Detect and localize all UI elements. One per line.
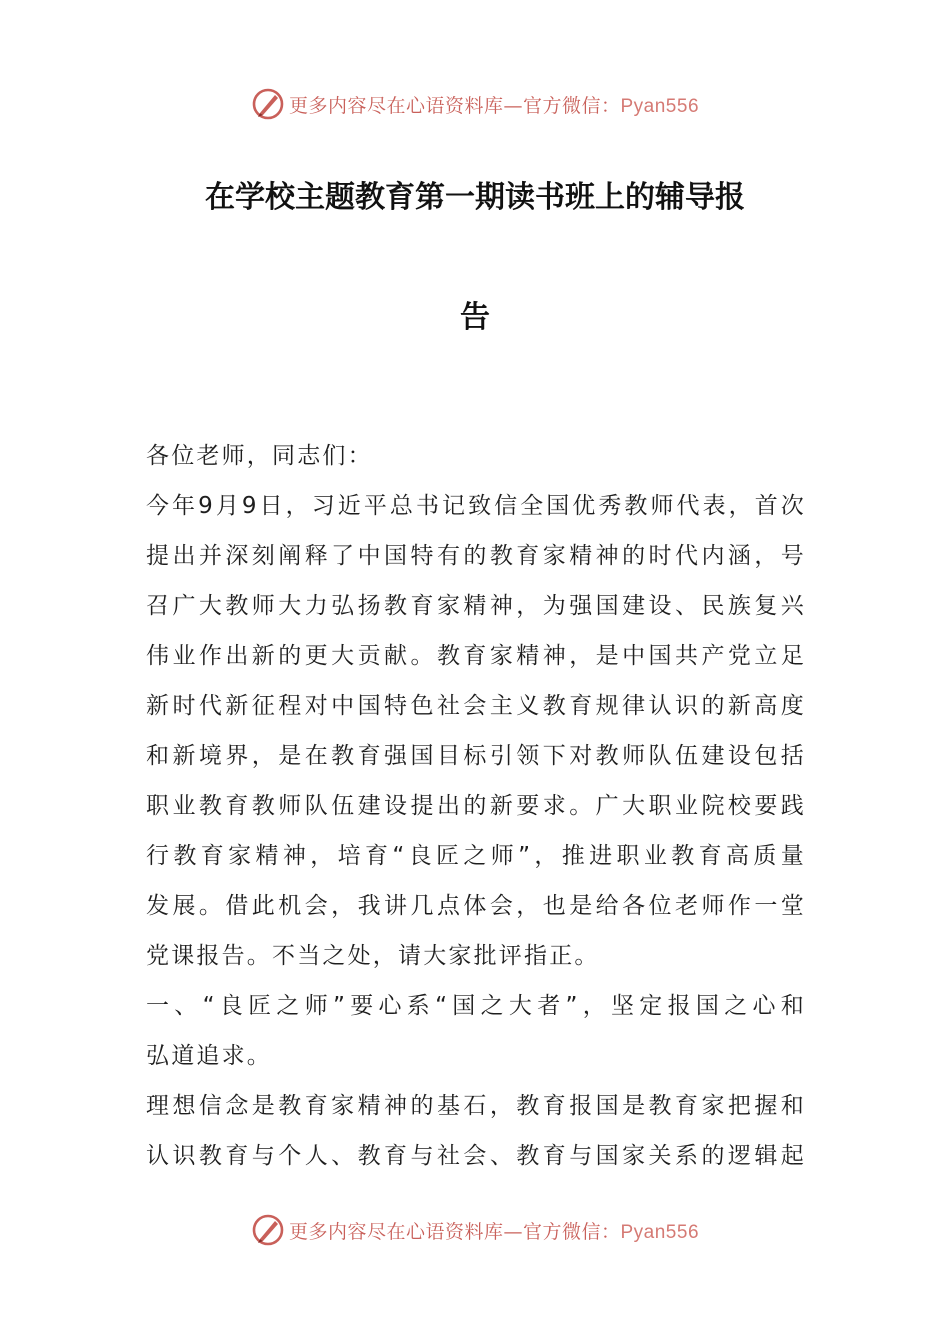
watermark-text: 更多内容尽在心语资料库—官方微信： <box>288 94 621 117</box>
document-title: 在学校主题教育第一期读书班上的辅导报 <box>205 180 745 215</box>
body-line: 召广大教师大力弘扬教育家精神，为强国建设、民族复兴 <box>146 593 806 619</box>
body-line: 和新境界，是在教育强国目标引领下对教师队伍建设包括 <box>146 743 806 769</box>
wechat-id: Pyan556 <box>620 1221 700 1243</box>
body-line: 理想信念是教育家精神的基石，教育报国是教育家把握和 <box>146 1093 806 1119</box>
header-watermark <box>0 84 950 124</box>
document-body <box>146 431 806 1181</box>
footer-watermark <box>0 1210 950 1250</box>
body-line: 认识教育与个人、教育与社会、教育与国家关系的逻辑起 <box>146 1143 806 1169</box>
body-line: 发展。借此机会，我讲几点体会，也是给各位老师作一堂 <box>146 893 806 919</box>
document-title-continued: 告 <box>460 300 490 335</box>
body-line: 党课报告。不当之处，请大家批评指正。 <box>146 943 600 969</box>
pen-logo-icon <box>251 87 285 121</box>
section-heading: 一、“良匠之师”要心系“国之大者”，坚定报国之心和 <box>146 993 806 1019</box>
wechat-id: Pyan556 <box>620 95 700 117</box>
body-line: 伟业作出新的更大贡献。教育家精神，是中国共产党立足 <box>146 643 806 669</box>
body-line: 行教育家精神，培育“良匠之师”，推进职业教育高质量 <box>146 843 806 869</box>
body-line: 新时代新征程对中国特色社会主义教育规律认识的新高度 <box>146 693 806 719</box>
pen-logo-icon <box>251 1213 285 1247</box>
body-line: 今年9月9日，习近平总书记致信全国优秀教师代表，首次 <box>146 493 806 519</box>
salutation: 各位老师，同志们： <box>146 443 373 469</box>
body-line: 提出并深刻阐释了中国特有的教育家精神的时代内涵，号 <box>146 543 806 569</box>
body-line: 职业教育教师队伍建设提出的新要求。广大职业院校要践 <box>146 793 806 819</box>
section-heading-continued: 弘道追求。 <box>146 1043 272 1069</box>
watermark-text: 更多内容尽在心语资料库—官方微信： <box>288 1220 621 1243</box>
